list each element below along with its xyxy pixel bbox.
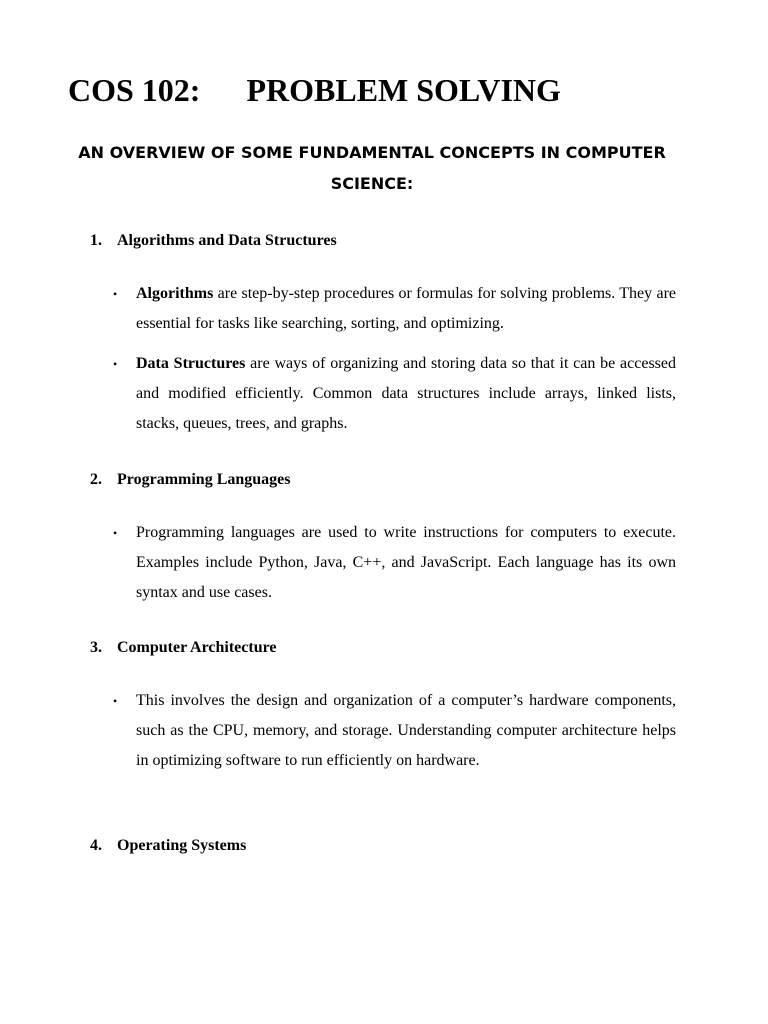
bullet-term: Algorithms: [136, 285, 214, 302]
section-computer-architecture: [0, 636, 768, 776]
section-number: 1.: [90, 232, 102, 249]
bullet-dot-icon: •: [113, 287, 118, 301]
bullet-item: [0, 279, 676, 339]
section-title: Computer Architecture: [117, 639, 277, 656]
page-title: [68, 70, 561, 110]
section-programming-languages: [0, 468, 768, 608]
bullet-dot-icon: •: [113, 694, 118, 708]
bullet-item: [0, 518, 676, 608]
bullet-text: Programming languages are used to write instructions for computers to execute. Examples include Python, Java, C++, and JavaScript. Each language has its own syntax and use cases.: [136, 524, 676, 601]
bullet-list: [0, 279, 768, 439]
bullet-term: Data Structures: [136, 355, 246, 372]
bullet-list: [0, 686, 768, 776]
bullet-text: are step-by-step procedures or formulas for solving problems. They are essential for tasks like searching, sorting, and optimizing.: [136, 285, 676, 332]
section-heading: [0, 636, 768, 660]
section-heading: [0, 468, 768, 492]
section-number: 4.: [90, 837, 102, 854]
course-code: COS 102:: [68, 72, 201, 108]
section-algorithms: [0, 229, 768, 439]
section-heading: [0, 229, 768, 253]
bullet-list: [0, 518, 768, 608]
section-title: Operating Systems: [117, 837, 247, 854]
bullet-dot-icon: •: [113, 357, 118, 371]
bullet-item: [0, 349, 676, 439]
bullet-dot-icon: •: [113, 526, 118, 540]
section-number: 2.: [90, 471, 102, 488]
bullet-text: This involves the design and organization of a computer’s hardware components, such as the CPU, memory, and storage. Understanding computer architecture helps in optimizing software to run efficiently on hardware.: [136, 692, 676, 769]
section-heading: [0, 834, 768, 858]
section-title: Algorithms and Data Structures: [117, 232, 337, 249]
page-subtitle: AN OVERVIEW OF SOME FUNDAMENTAL CONCEPTS IN COMPUTER SCIENCE:: [78, 143, 666, 193]
course-name: PROBLEM SOLVING: [246, 72, 561, 108]
bullet-item: [0, 686, 676, 776]
bullet-text: are ways of organizing and storing data so that it can be accessed and modified efficiently. Common data structures include arrays, linked lists, stacks, queues, trees, and graphs.: [136, 355, 677, 432]
section-title: Programming Languages: [117, 471, 291, 488]
section-number: 3.: [90, 639, 102, 656]
section-operating-systems: [0, 834, 768, 858]
